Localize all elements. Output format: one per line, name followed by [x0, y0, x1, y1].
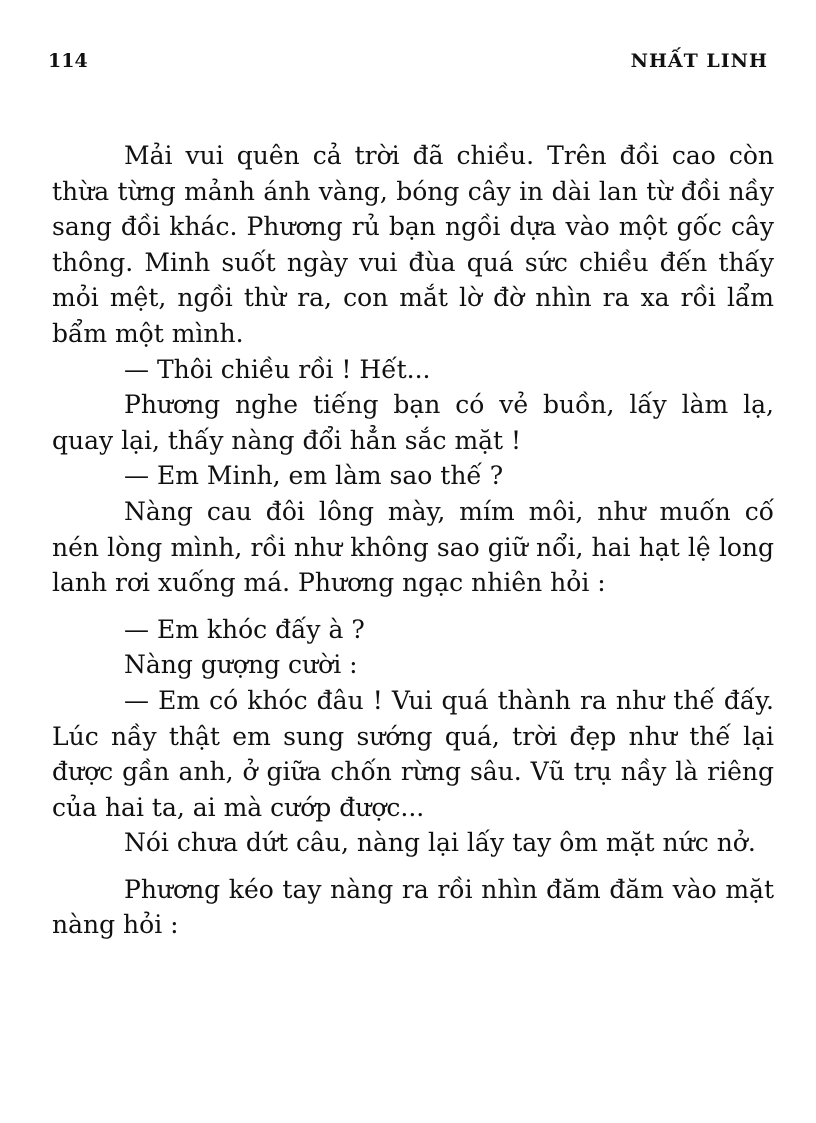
paragraph: Nàng gượng cười : — [124, 650, 358, 680]
dialogue-line: — Em có khóc đâu ! Vui quá thành ra như thế đấy. Lúc nầy thật em sung sướng quá, trời đẹp như thế lại được gần anh, ở giữa chốn rừng sâu. Vũ trụ nầy là riêng của hai ta, ai mà cướp được... — [52, 685, 774, 822]
author-name: NHẤT LINH — [630, 50, 768, 72]
paragraph: Phương nghe tiếng bạn có vẻ buồn, lấy làm lạ, quay lại, thấy nàng đổi hẳn sắc mặt ! — [52, 390, 774, 455]
running-header — [48, 50, 768, 72]
page-number: 114 — [48, 50, 88, 72]
paragraph: Nàng cau đôi lông mày, mím môi, như muốn cố nén lòng mình, rồi như không sao giữ nổi, hai hạt lệ long lanh rơi xuống má. Phương ngạc nhiên hỏi : — [52, 496, 774, 598]
body-text — [52, 138, 774, 943]
dialogue-line: — Em Minh, em làm sao thế ? — [124, 461, 504, 491]
paragraph: Nói chưa dứt câu, nàng lại lấy tay ôm mặt nức nở. — [124, 828, 756, 858]
paragraph: Mải vui quên cả trời đã chiều. Trên đồi cao còn thừa từng mảnh ánh vàng, bóng cây in dài lan từ đồi nầy sang đồi khác. Phương rủ bạn ngồi dựa vào một gốc cây thông. Minh suốt ngày vui đùa quá sức chiều đến thấy mỏi mệt, ngồi thừ ra, con mắt lờ đờ nhìn ra xa rồi lẩm bẩm một mình. — [52, 141, 774, 348]
paragraph: Phương kéo tay nàng ra rồi nhìn đăm đăm vào mặt nàng hỏi : — [52, 874, 774, 940]
dialogue-line: — Thôi chiều rồi ! Hết... — [124, 354, 431, 384]
dialogue-line: — Em khóc đấy à ? — [124, 614, 365, 644]
